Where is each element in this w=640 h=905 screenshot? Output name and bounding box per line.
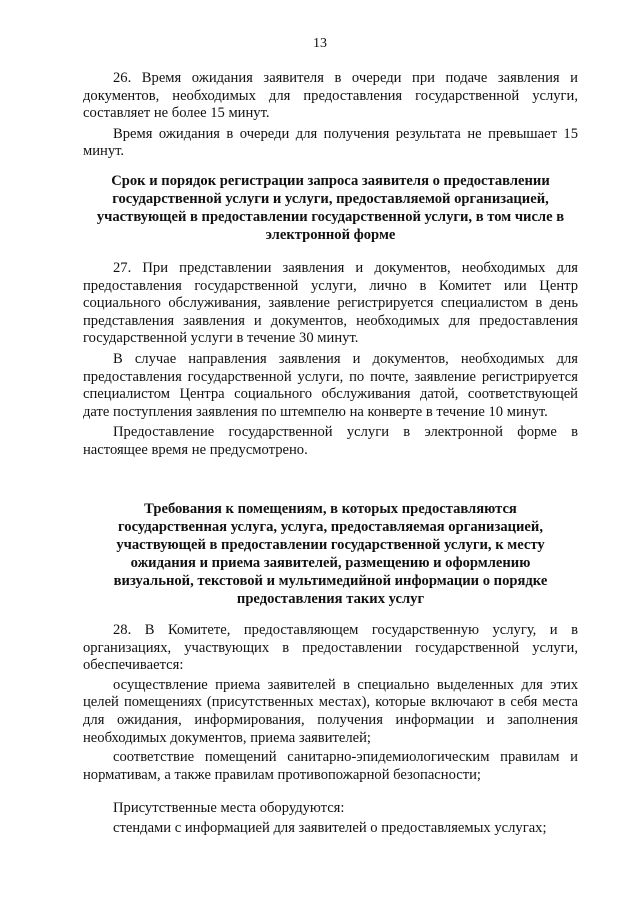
heading-2-line-2: государственная услуга, услуга, предоставляемая организацией, [118,519,543,535]
paragraph-28-1: 28. В Комитете, предоставляющем государственную услугу, и в организациях, участвующих в предоставлении государственной услуги, обеспечивается: [83,622,578,674]
paragraph-28-4: Присутственные места оборудуются: [113,800,345,816]
section-26 [83,70,578,161]
section-28-equipment [83,800,578,837]
heading-1-line-1: Срок и порядок регистрации запроса заявителя о предоставлении [111,173,550,189]
paragraph-26-1: 26. Время ожидания заявителя в очереди при подаче заявления и документов, необходимых для предоставления государственной услуги, составляет не более 15 минут. [83,70,578,122]
paragraph-28-5: стендами с информацией для заявителей о предоставляемых услугах; [113,819,547,836]
paragraph-27-1: 27. При представлении заявления и документов, необходимых для предоставления государственной услуги, лично в Комитет или Центр социального обслуживания, заявление регистрируется специалистом в день представления заявления и документов, необходимых для предоставления государственной услуги в течение 30 минут. [83,260,578,347]
heading-2-line-1: Требования к помещениям, в которых предоставляются [144,501,517,517]
paragraph-27-2: В случае направления заявления и документов, необходимых для предоставления государственной услуги, по почте, заявление регистрируется специалистом Центра социального обслуживания датой, соответствующей дате поступления заявления по штемпелю на конверте в течение 10 минут. [83,350,578,420]
heading-registration [83,172,578,244]
heading-1-line-3: участвующей в предоставлении государственной услуги, в том числе в [96,209,565,225]
heading-2-line-5: визуальной, текстовой и мультимедийной информации о порядке [113,573,548,589]
heading-1-line-2: государственной услуги и услуги, предоставляемой организацией, [112,191,549,207]
section-27 [83,260,578,460]
heading-2-line-6: предоставления таких услуг [236,591,425,607]
page-number: 13 [313,36,327,51]
paragraph-27-3: Предоставление государственной услуги в электронной форме в настоящее время не предусмотрено. [83,424,578,458]
heading-premises-requirements [83,500,578,608]
paragraph-28-3: соответствие помещений санитарно-эпидемиологическим правилам и нормативам, а также правилам противопожарной безопасности; [83,749,578,783]
paragraph-28-2: осуществление приема заявителей в специально выделенных для этих целей помещениях (присутственных местах), которые включают в себя места для ожидания, информирования, получения информации и заполнения необходимых документов, приема заявителей; [83,676,578,746]
paragraph-26-2: Время ожидания в очереди для получения результата не превышает 15 минут. [83,125,578,160]
heading-1-line-4: электронной форме [265,227,396,243]
heading-2-line-4: ожидания и приема заявителей, размещению и оформлению [130,555,531,571]
section-28 [83,622,578,784]
heading-2-line-3: участвующей в предоставлении государственной услуги, к месту [116,537,545,553]
